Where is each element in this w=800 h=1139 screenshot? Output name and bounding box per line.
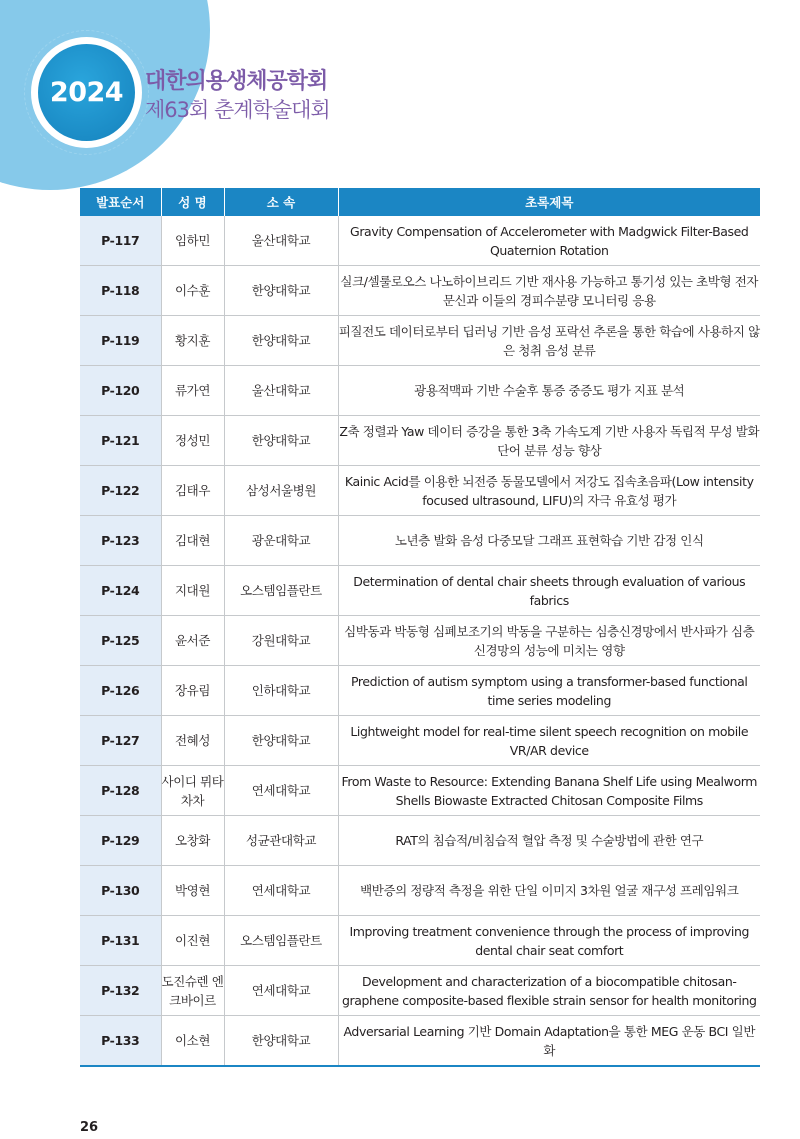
affiliation: 연세대학교 [224, 966, 338, 1016]
presentation-number: P-120 [80, 366, 161, 416]
presenter-name: 도진슈렌 엔크바이르 [161, 966, 224, 1016]
presentation-number: P-131 [80, 916, 161, 966]
table-header-row [80, 188, 760, 216]
table-row [80, 866, 760, 916]
table-row [80, 716, 760, 766]
presenter-name: 임하민 [161, 216, 224, 266]
presentation-number: P-132 [80, 966, 161, 1016]
presentation-number: P-121 [80, 416, 161, 466]
abstract-title: 백반증의 정량적 측정을 위한 단일 이미지 3차원 얼굴 재구성 프레임워크 [338, 866, 760, 916]
presenter-name: 이수훈 [161, 266, 224, 316]
presentation-number: P-117 [80, 216, 161, 266]
affiliation: 강원대학교 [224, 616, 338, 666]
presentation-number: P-126 [80, 666, 161, 716]
column-header-affiliation: 소 속 [224, 188, 338, 216]
presenter-name: 전혜성 [161, 716, 224, 766]
affiliation: 연세대학교 [224, 866, 338, 916]
table-row [80, 516, 760, 566]
presenter-name: 지대원 [161, 566, 224, 616]
year-badge [38, 44, 135, 141]
abstract-title: From Waste to Resource: Extending Banana Shelf Life using Mealworm Shells Biowaste Extracted Chitosan Composite Films [338, 766, 760, 816]
abstract-title: Prediction of autism symptom using a transformer-based functional time series modeling [338, 666, 760, 716]
affiliation: 한양대학교 [224, 716, 338, 766]
affiliation: 한양대학교 [224, 1016, 338, 1067]
abstract-title: Development and characterization of a biocompatible chitosan-graphene composite-based flexible strain sensor for health monitoring [338, 966, 760, 1016]
table-row [80, 766, 760, 816]
presentation-number: P-119 [80, 316, 161, 366]
affiliation: 연세대학교 [224, 766, 338, 816]
affiliation: 오스템임플란트 [224, 916, 338, 966]
column-header-title: 초록제목 [338, 188, 760, 216]
affiliation: 광운대학교 [224, 516, 338, 566]
abstract-title: Lightweight model for real-time silent speech recognition on mobile VR/AR device [338, 716, 760, 766]
column-header-name: 성 명 [161, 188, 224, 216]
table-row [80, 916, 760, 966]
presenter-name: 김태우 [161, 466, 224, 516]
abstract-title: 피질전도 데이터로부터 딥러닝 기반 음성 포락선 추론을 통한 학습에 사용하지 않은 청취 음성 분류 [338, 316, 760, 366]
presentation-number: P-122 [80, 466, 161, 516]
presentation-number: P-118 [80, 266, 161, 316]
affiliation: 성균관대학교 [224, 816, 338, 866]
abstract-title: Gravity Compensation of Accelerometer with Madgwick Filter-Based Quaternion Rotation [338, 216, 760, 266]
year-text: 2024 [49, 77, 124, 108]
presentation-number: P-130 [80, 866, 161, 916]
abstract-title: Kainic Acid를 이용한 뇌전증 동물모델에서 저강도 집속초음파(Low intensity focused ultrasound, LIFU)의 자극 유효성 평가 [338, 466, 760, 516]
presenter-name: 윤서준 [161, 616, 224, 666]
presenter-name: 황지훈 [161, 316, 224, 366]
affiliation: 삼성서울병원 [224, 466, 338, 516]
table-row [80, 466, 760, 516]
presentation-number: P-128 [80, 766, 161, 816]
affiliation: 오스템임플란트 [224, 566, 338, 616]
abstract-title: RAT의 침습적/비침습적 혈압 측정 및 수술방법에 관한 연구 [338, 816, 760, 866]
table-row [80, 1016, 760, 1067]
presenter-name: 사이디 뮈타 차차 [161, 766, 224, 816]
presentation-number: P-127 [80, 716, 161, 766]
abstract-title: 광용적맥파 기반 수술후 통증 중증도 평가 지표 분석 [338, 366, 760, 416]
abstract-title: 실크/셀룰로오스 나노하이브리드 기반 재사용 가능하고 통기성 있는 초박형 전자문신과 이들의 경피수분량 모니터링 응용 [338, 266, 760, 316]
table-row [80, 366, 760, 416]
presenter-name: 이소현 [161, 1016, 224, 1067]
presenter-name: 정성민 [161, 416, 224, 466]
column-header-order: 발표순서 [80, 188, 161, 216]
presenter-name: 김대현 [161, 516, 224, 566]
abstract-title: 노년층 발화 음성 다중모달 그래프 표현학습 기반 감정 인식 [338, 516, 760, 566]
table-row [80, 566, 760, 616]
conference-name: 제63회 춘계학술대회 [145, 98, 330, 122]
affiliation: 한양대학교 [224, 266, 338, 316]
table-row [80, 316, 760, 366]
table-body [80, 216, 760, 1066]
table-row [80, 266, 760, 316]
abstract-title: Adversarial Learning 기반 Domain Adaptation을 통한 MEG 운동 BCI 일반화 [343, 1023, 756, 1058]
table-row [80, 416, 760, 466]
table-row [80, 616, 760, 666]
table-row [80, 666, 760, 716]
abstract-title: Determination of dental chair sheets through evaluation of various fabrics [338, 566, 760, 616]
presentation-number: P-125 [80, 616, 161, 666]
page-number: 26 [80, 1120, 99, 1135]
presenter-name: 박영현 [161, 866, 224, 916]
society-name: 대한의용생체공학회 [145, 69, 328, 94]
table-row [80, 816, 760, 866]
presenter-name: 류가연 [161, 366, 224, 416]
presentation-number: P-133 [80, 1016, 161, 1067]
table-row [80, 216, 760, 266]
presentation-number: P-129 [80, 816, 161, 866]
presentation-number: P-124 [80, 566, 161, 616]
abstract-title: 심박동과 박동형 심폐보조기의 박동을 구분하는 심층신경망에서 반사파가 심층신경망의 성능에 미치는 영향 [338, 616, 760, 666]
affiliation: 한양대학교 [224, 416, 338, 466]
abstract-title: Improving treatment convenience through the process of improving dental chair seat comfort [338, 916, 760, 966]
affiliation: 한양대학교 [224, 316, 338, 366]
presenter-name: 이진현 [161, 916, 224, 966]
presenter-name: 장유림 [161, 666, 224, 716]
abstract-table [80, 188, 760, 1067]
abstract-title: Z축 정렬과 Yaw 데이터 증강을 통한 3축 가속도계 기반 사용자 독립적 무성 발화 단어 분류 성능 향상 [338, 416, 760, 466]
affiliation: 울산대학교 [224, 216, 338, 266]
presenter-name: 오창화 [161, 816, 224, 866]
presentation-number: P-123 [80, 516, 161, 566]
table-row [80, 966, 760, 1016]
affiliation: 울산대학교 [224, 366, 338, 416]
affiliation: 인하대학교 [224, 666, 338, 716]
